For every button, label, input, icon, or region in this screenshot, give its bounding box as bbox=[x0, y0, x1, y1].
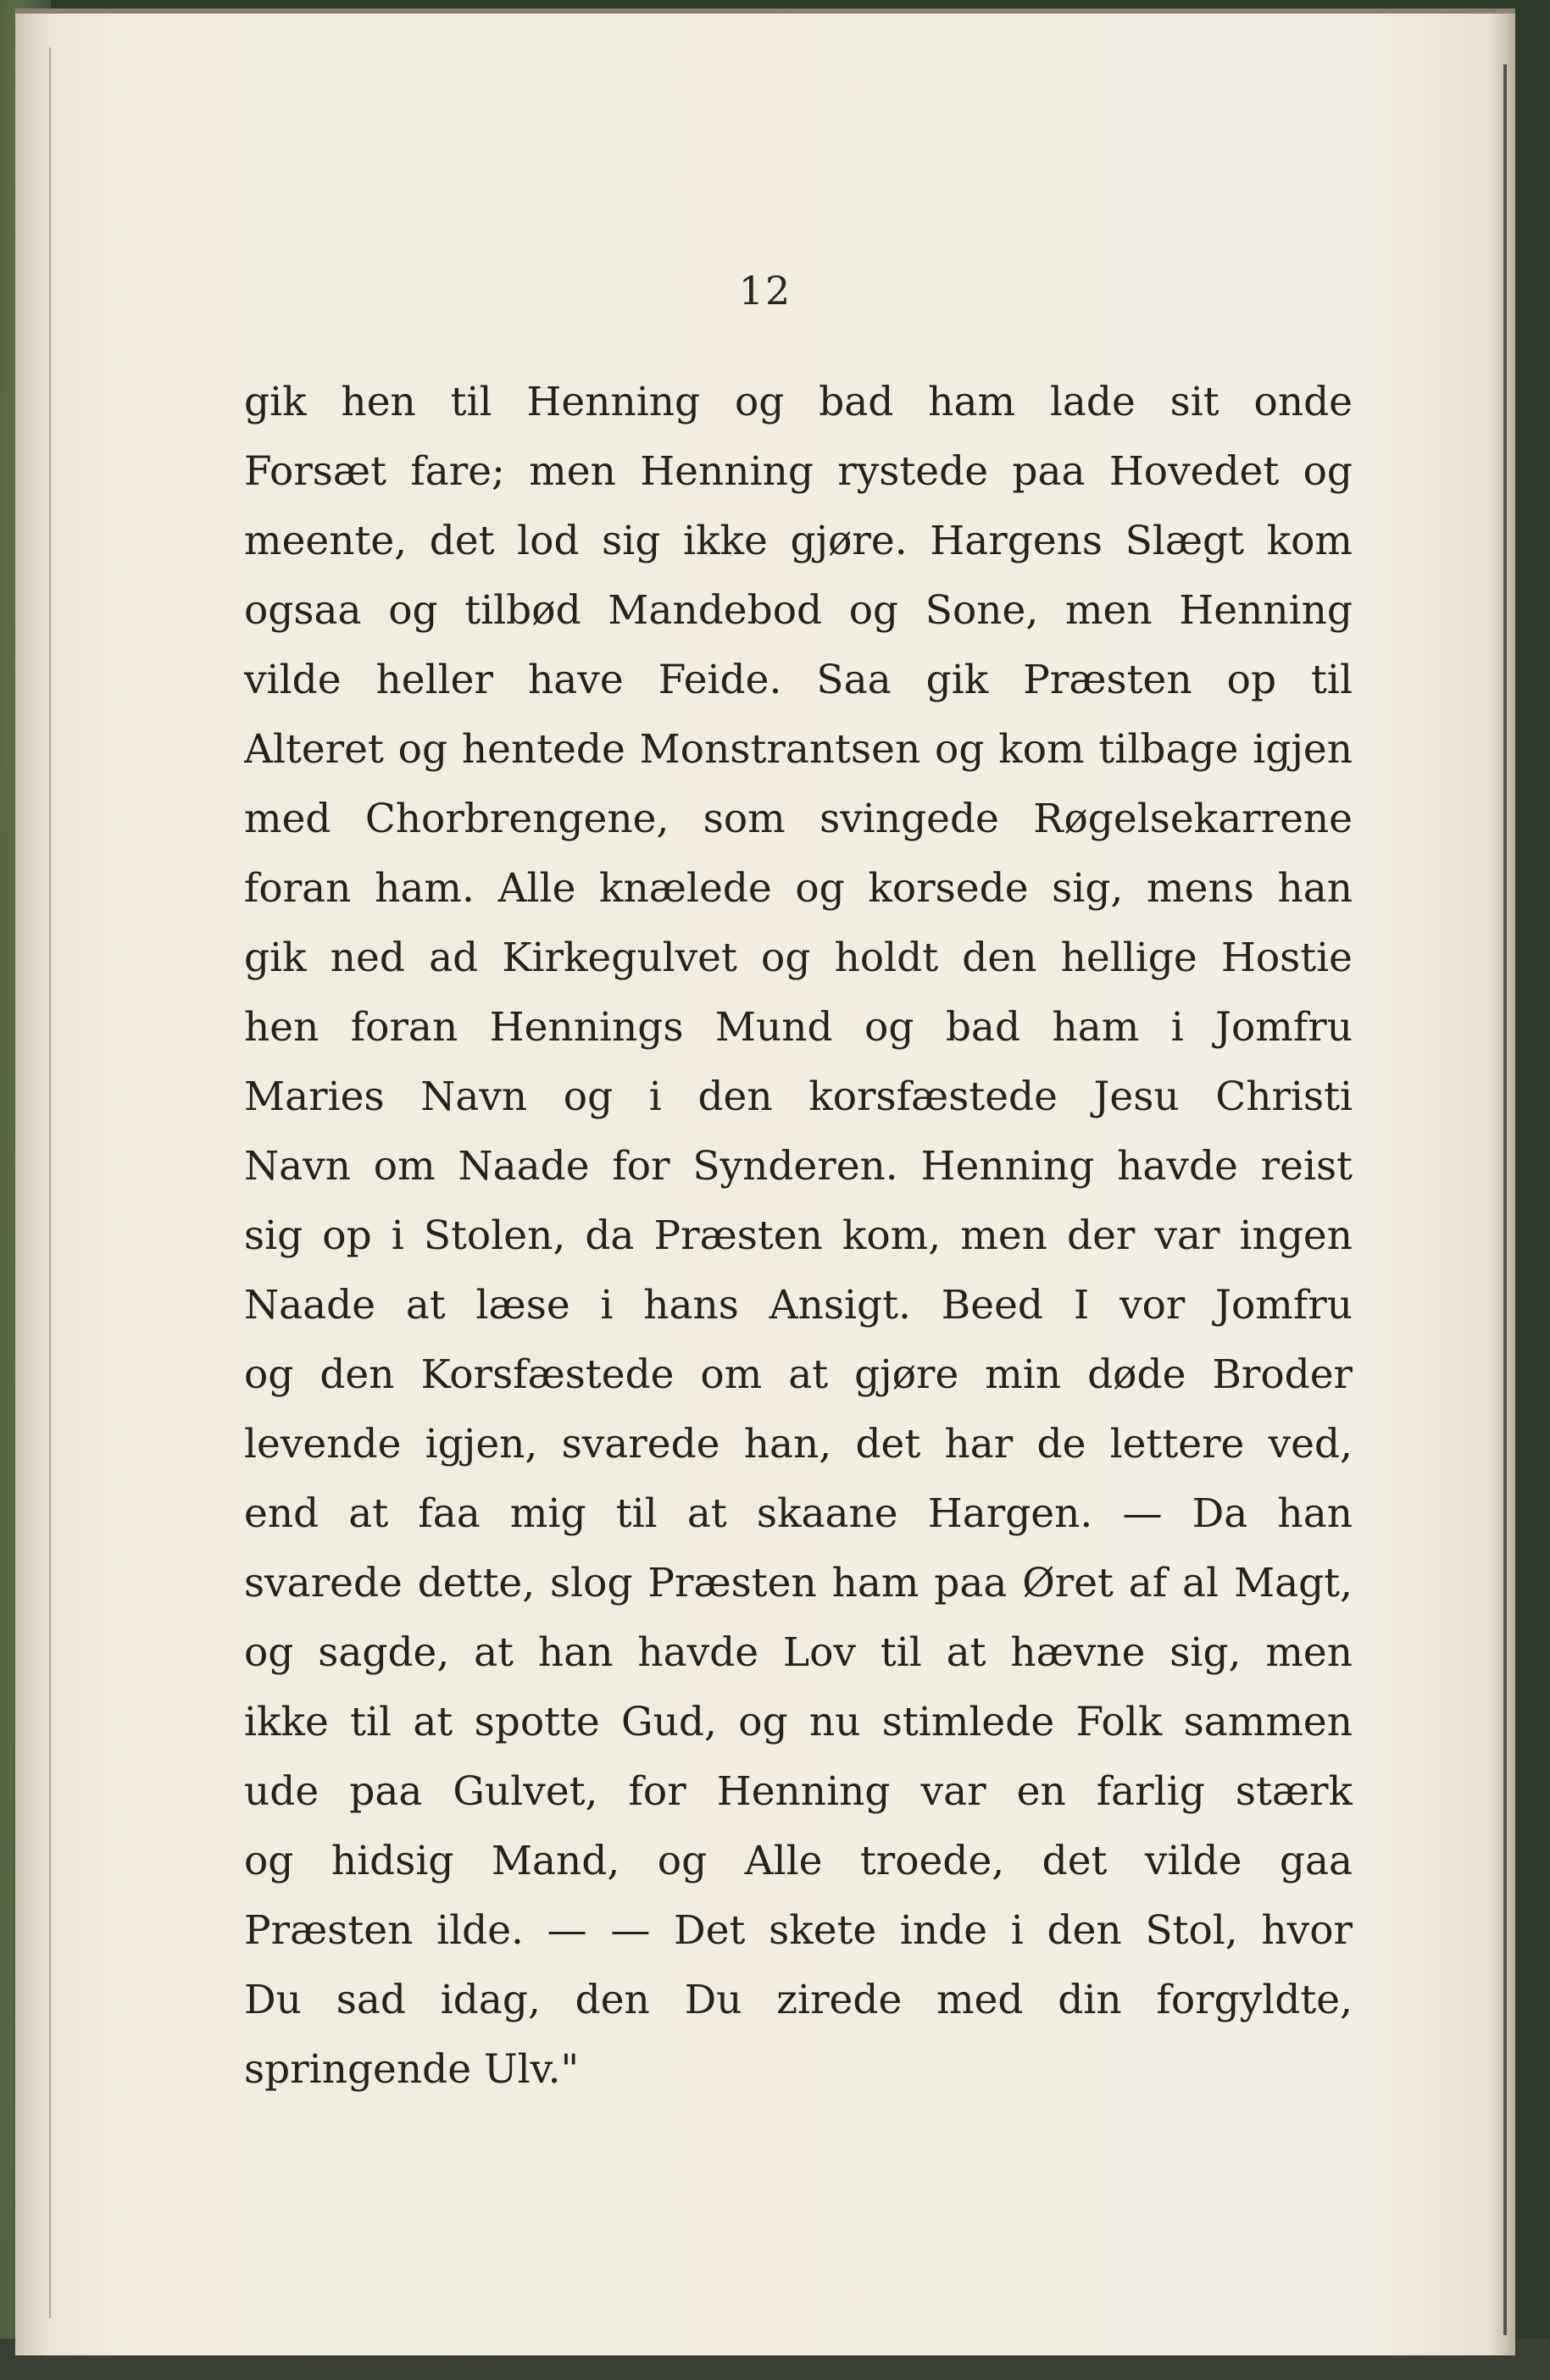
text-line: Navn om Naade for Synderen. Henning havde reist bbox=[244, 1143, 1353, 1190]
text-line: Naade at læse i hans Ansigt. Beed I vor Jomfru bbox=[244, 1282, 1353, 1329]
page-gutter-line bbox=[49, 47, 51, 2318]
book-page bbox=[15, 8, 1515, 2355]
page-number: 12 bbox=[738, 268, 792, 313]
text-line: end at faa mig til at skaane Hargen. — Da han bbox=[244, 1490, 1353, 1537]
text-line: levende igjen, svarede han, det har de lettere ved, bbox=[244, 1421, 1353, 1467]
text-line: ikke til at spotte Gud, og nu stimlede Folk sammen bbox=[244, 1699, 1353, 1745]
text-line: gik ned ad Kirkegulvet og holdt den hellige Hostie bbox=[244, 935, 1353, 981]
text-line: hen foran Hennings Mund og bad ham i Jomfru bbox=[244, 1004, 1353, 1051]
text-line: Du sad idag, den Du zirede med din forgyldte, bbox=[244, 1977, 1353, 2023]
text-line: svarede dette, slog Præsten ham paa Øret af al Magt, bbox=[244, 1560, 1353, 1606]
text-line: sig op i Stolen, da Præsten kom, men der var ingen bbox=[244, 1212, 1353, 1259]
text-line: og den Korsfæstede om at gjøre min døde Broder bbox=[244, 1351, 1353, 1398]
text-line: og sagde, at han havde Lov til at hævne sig, men bbox=[244, 1629, 1353, 1676]
text-line: Forsæt fare; men Henning rystede paa Hovedet og bbox=[244, 448, 1353, 495]
text-line: springende Ulv." bbox=[244, 2046, 580, 2093]
text-line: og hidsig Mand, og Alle troede, det vilde gaa bbox=[244, 1838, 1353, 1884]
text-line: foran ham. Alle knælede og korsede sig, mens han bbox=[244, 865, 1353, 912]
page-edge-line bbox=[1503, 64, 1507, 2335]
text-line: Maries Navn og i den korsfæstede Jesu Christi bbox=[244, 1073, 1353, 1120]
body-text bbox=[244, 368, 1353, 2105]
text-line: Alteret og hentede Monstrantsen og kom tilbage igjen bbox=[244, 726, 1353, 773]
text-line: meente, det lod sig ikke gjøre. Hargens Slægt kom bbox=[244, 518, 1353, 564]
text-line: vilde heller have Feide. Saa gik Præsten op til bbox=[244, 657, 1353, 703]
text-line: gik hen til Henning og bad ham lade sit onde bbox=[244, 379, 1353, 425]
text-line: ude paa Gulvet, for Henning var en farlig stærk bbox=[244, 1768, 1353, 1815]
text-line: med Chorbrengene, som svingede Røgelsekarrene bbox=[244, 796, 1353, 842]
text-line: Præsten ilde. — — Det skete inde i den Stol, hvor bbox=[244, 1907, 1353, 1954]
text-line: ogsaa og tilbød Mandebod og Sone, men Henning bbox=[244, 587, 1353, 634]
